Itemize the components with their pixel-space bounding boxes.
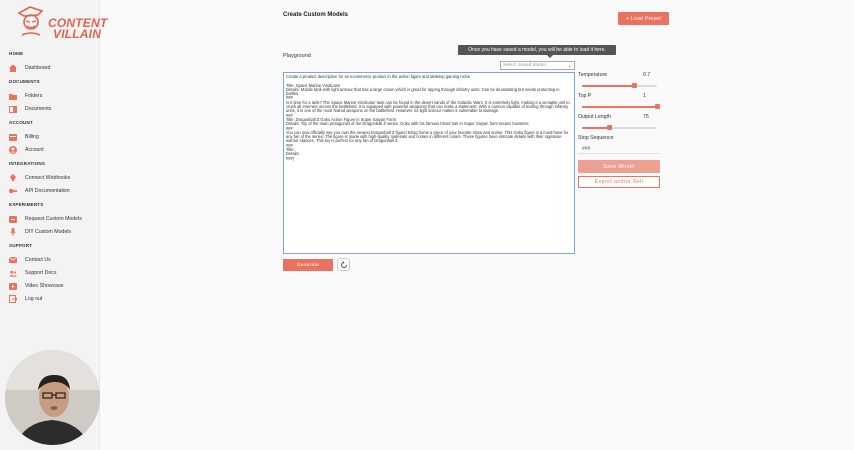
sidebar-item-label: Folders [25,93,43,99]
section-integrations: INTEGRATIONS [9,161,46,166]
logo[interactable] [16,5,108,41]
sidebar-item-label: DIY Custom Models [25,229,72,235]
key-icon [9,187,17,195]
sidebar-item-dashboard[interactable] [9,63,50,73]
presenter-video-icon [5,350,100,445]
save-model-button[interactable]: Save Model [578,160,660,173]
chevron-down-icon: ⌄ [567,63,572,69]
section-documents: DOCUMENTS [9,79,40,84]
temperature-slider-thumb[interactable] [632,83,637,88]
refresh-button[interactable] [337,258,350,271]
temperature-slider[interactable] [582,85,657,87]
home-icon [9,64,17,72]
saved-model-select-value: Select Saved Model [503,63,546,68]
billing-icon [9,133,17,141]
sidebar-item-label: Video Showcase [25,283,64,289]
users-icon [9,269,17,277]
sidebar-item-label: Request Custom Models [25,216,82,222]
microphone-icon [9,228,17,236]
logo-word-1: CONTENT [48,16,108,30]
output-length-slider[interactable] [582,127,657,129]
temperature-label: Temperature [578,72,608,78]
sidebar-item-label: Account [25,147,44,153]
saved-model-select[interactable] [500,61,575,70]
sidebar-item-diy-custom-models[interactable] [9,227,71,237]
top-p-slider[interactable] [582,106,657,108]
sidebar-item-label: Dashboard [25,65,51,71]
sidebar-item-label: Log out [25,296,43,302]
refresh-icon [340,261,348,269]
generate-button[interactable]: Generate [283,259,333,271]
top-p-value: 1 [643,93,646,99]
output-length-slider-fill [582,127,609,129]
section-home: HOME [9,51,24,56]
output-length-slider-thumb[interactable] [607,125,612,130]
sidebar-item-documents[interactable] [9,104,51,114]
sidebar-item-support-docs[interactable] [9,268,56,278]
output-length-value: 75 [643,114,649,120]
sidebar-item-label: Connect Webhooks [25,175,71,181]
top-p-slider-thumb[interactable] [655,104,660,109]
temperature-slider-fill [582,85,635,87]
request-icon [9,215,17,223]
playground-label: Playground [283,53,311,59]
tooltip-arrow [547,55,553,58]
sidebar-item-connect-webhooks[interactable] [9,173,70,183]
section-experiments: EXPERIMENTS [9,202,44,207]
webhook-icon [9,174,17,182]
main-content [100,0,854,450]
logo-word-2: VILLAIN [53,27,102,41]
output-length-label: Output Length [578,114,611,120]
video-icon [9,282,17,290]
villain-logo-icon [16,5,46,39]
export-sell-button[interactable]: Export and/or Sell [578,176,660,188]
sidebar-item-video-showcase[interactable] [9,281,64,291]
sidebar-item-billing[interactable] [9,132,39,142]
sidebar-item-request-custom-models[interactable] [9,214,82,224]
load-preset-button[interactable]: + Load Preset [618,12,669,25]
folder-icon [9,92,17,100]
saved-model-tooltip: Once you have saved a model, you will be able to load it here. [458,45,616,55]
stop-sequence-input[interactable]: ### [578,145,660,154]
section-account: ACCOUNT [9,120,33,125]
mail-icon [9,256,17,264]
sidebar-item-account[interactable] [9,145,44,155]
document-icon [9,105,17,113]
sidebar-item-label: Support Docs [25,270,57,276]
sidebar-item-contact-us[interactable] [9,255,51,265]
account-icon [9,146,17,154]
section-support: SUPPORT [9,243,33,248]
sidebar-item-folders[interactable] [9,91,42,101]
stop-sequence-label: Stop Sequence [578,135,614,141]
prompt-textarea[interactable]: Create a product description for an ecommerce product in the action figure and tabletop gaming niche Title: Space Marine Vindicator Details: Mobile tank with light armour that has a large canon which is great for ripping through infantry units. Can be devastating but needs protecting in battles. ### Is it time for a tank? The Space Marine Vindicator tank can be found in the desert sands of the Galactic Wars. It is extremely light, making it a versatile unit to crush all enemies across the battlefield. It is equipped with powerful weaponry that can make a statement. With a cannon capable of tearing through infantry units, it is one of the most feared weapons on the battlefield. However, its light armour makes it vulnerable to damage. ### Title: Dragonball Z Goku Action Figure in Super Saiyan Form Details: Toy of the main protagonist of the Dragonball Z series. Goku with his famous blond hair in Super Saiyan form means business ### You can now officially say you own the newest Dragonball Z figure! Bring home a piece of your favorite show and anime. This Goku figure is a must-have for any fan of the series. The figure is made with high-quality materials and comes in different colors. These figures have intricate details with their signature warrior stances. This toy is perfect for any fan of Dragonball Z. ### Title: Details: ###| [283,72,575,254]
sidebar-item-label: Billing [25,134,39,140]
webcam-overlay [5,350,100,445]
temperature-value: 0.7 [643,72,651,78]
sidebar-item-api-documentation[interactable] [9,186,70,196]
sidebar-item-label: Contact Us [25,257,51,263]
sidebar-item-log-out[interactable] [9,294,42,304]
top-p-slider-fill [582,106,657,108]
top-p-label: Top P [578,93,592,99]
sidebar-item-label: API Documentation [25,188,70,194]
page-title: Create Custom Models [283,12,349,18]
logout-icon [9,295,17,303]
sidebar-item-label: Documents [25,106,52,112]
logo-text [48,18,107,40]
